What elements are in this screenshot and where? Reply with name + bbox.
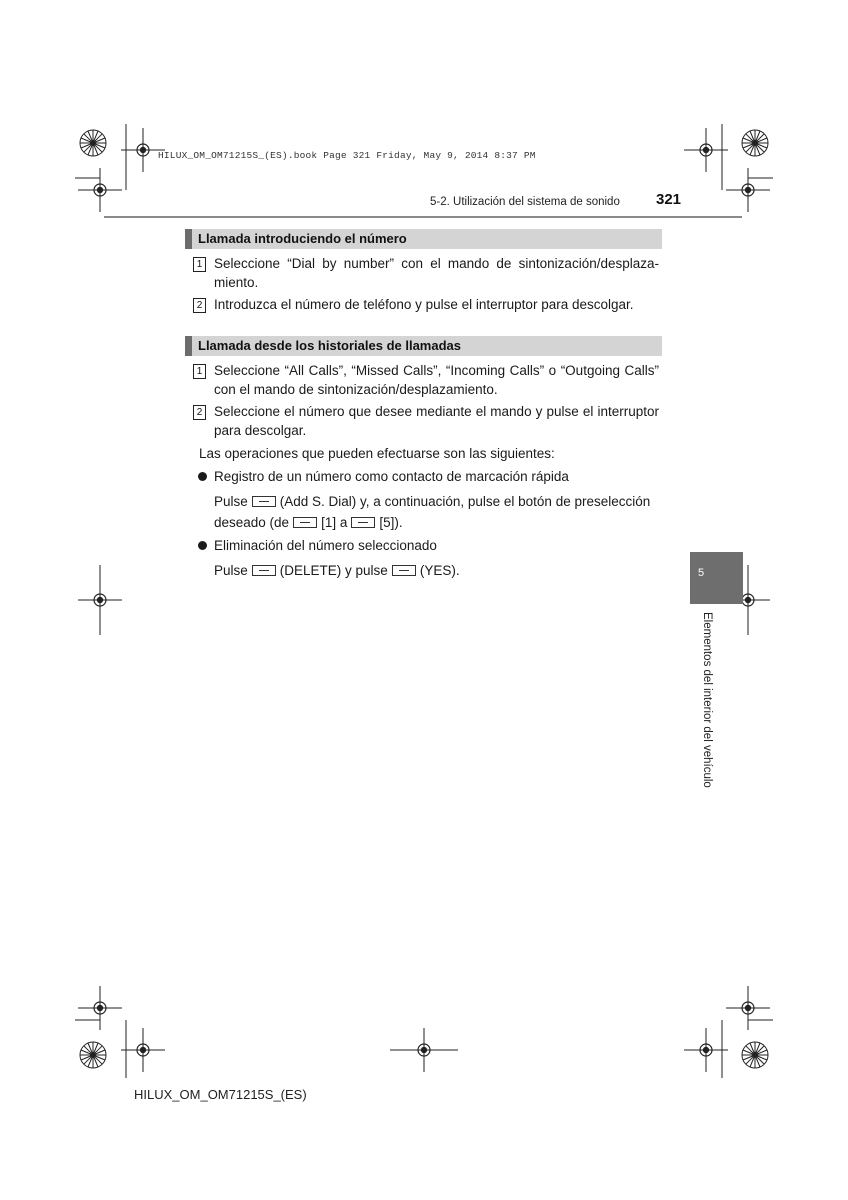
text-segment: Pulse <box>214 563 248 578</box>
page-number: 321 <box>656 191 682 208</box>
operation-description <box>214 561 664 580</box>
text-segment: [1] a <box>321 515 348 530</box>
step-number: 2 <box>193 298 206 313</box>
text-segment: (DELETE) y pulse <box>279 563 388 578</box>
operations-intro: Las operaciones que pueden efectuarse son las siguientes: <box>199 446 555 461</box>
bullet-icon <box>198 541 207 550</box>
footer-doc-id: HILUX_OM_OM71215S_(ES) <box>134 1087 307 1102</box>
chapter-label: Elementos del interior del vehículo <box>701 612 713 788</box>
screen-button-icon <box>252 565 276 576</box>
step-number: 2 <box>193 405 206 420</box>
bullet-icon <box>198 472 207 481</box>
step-text: Seleccione “Dial by number” con el mando de sintonización/desplaza-miento. <box>214 256 659 290</box>
step-text: Seleccione el número que desee mediante el mando y pulse el interruptor para descolgar. <box>214 404 659 438</box>
text-segment: deseado (de <box>214 515 290 530</box>
step-text: Seleccione “All Calls”, “Missed Calls”, “Incoming Calls” o “Outgoing Calls” con el mando de sintonización/desplazamiento. <box>214 363 659 397</box>
screen-button-icon <box>392 565 416 576</box>
screen-button-icon <box>351 517 375 528</box>
header-rule <box>104 216 742 218</box>
section-heading-call-history: Llamada desde los historiales de llamadas <box>185 336 662 356</box>
step-number: 1 <box>193 364 206 379</box>
operation-description <box>214 492 664 511</box>
text-segment: (YES). <box>419 563 460 578</box>
text-segment: [5]). <box>379 515 403 530</box>
text-segment: (Add S. Dial) y, a continuación, pulse el botón de preselección <box>279 494 651 509</box>
text-segment: Pulse <box>214 494 248 509</box>
running-header-section: 5-2. Utilización del sistema de sonido <box>430 196 620 208</box>
operation-title: Eliminación del número seleccionado <box>214 538 437 553</box>
section-heading-dial-by-number: Llamada introduciendo el número <box>185 229 662 249</box>
operation-title: Registro de un número como contacto de marcación rápida <box>214 469 569 484</box>
chapter-number: 5 <box>698 567 705 579</box>
operation-description <box>214 513 664 532</box>
screen-button-icon <box>252 496 276 507</box>
screen-button-icon <box>293 517 317 528</box>
print-job-info: HILUX_OM_OM71215S_(ES).book Page 321 Friday, May 9, 2014 8:37 PM <box>158 150 536 161</box>
step-number: 1 <box>193 257 206 272</box>
step-text: Introduzca el número de teléfono y pulse el interruptor para descolgar. <box>214 297 634 312</box>
